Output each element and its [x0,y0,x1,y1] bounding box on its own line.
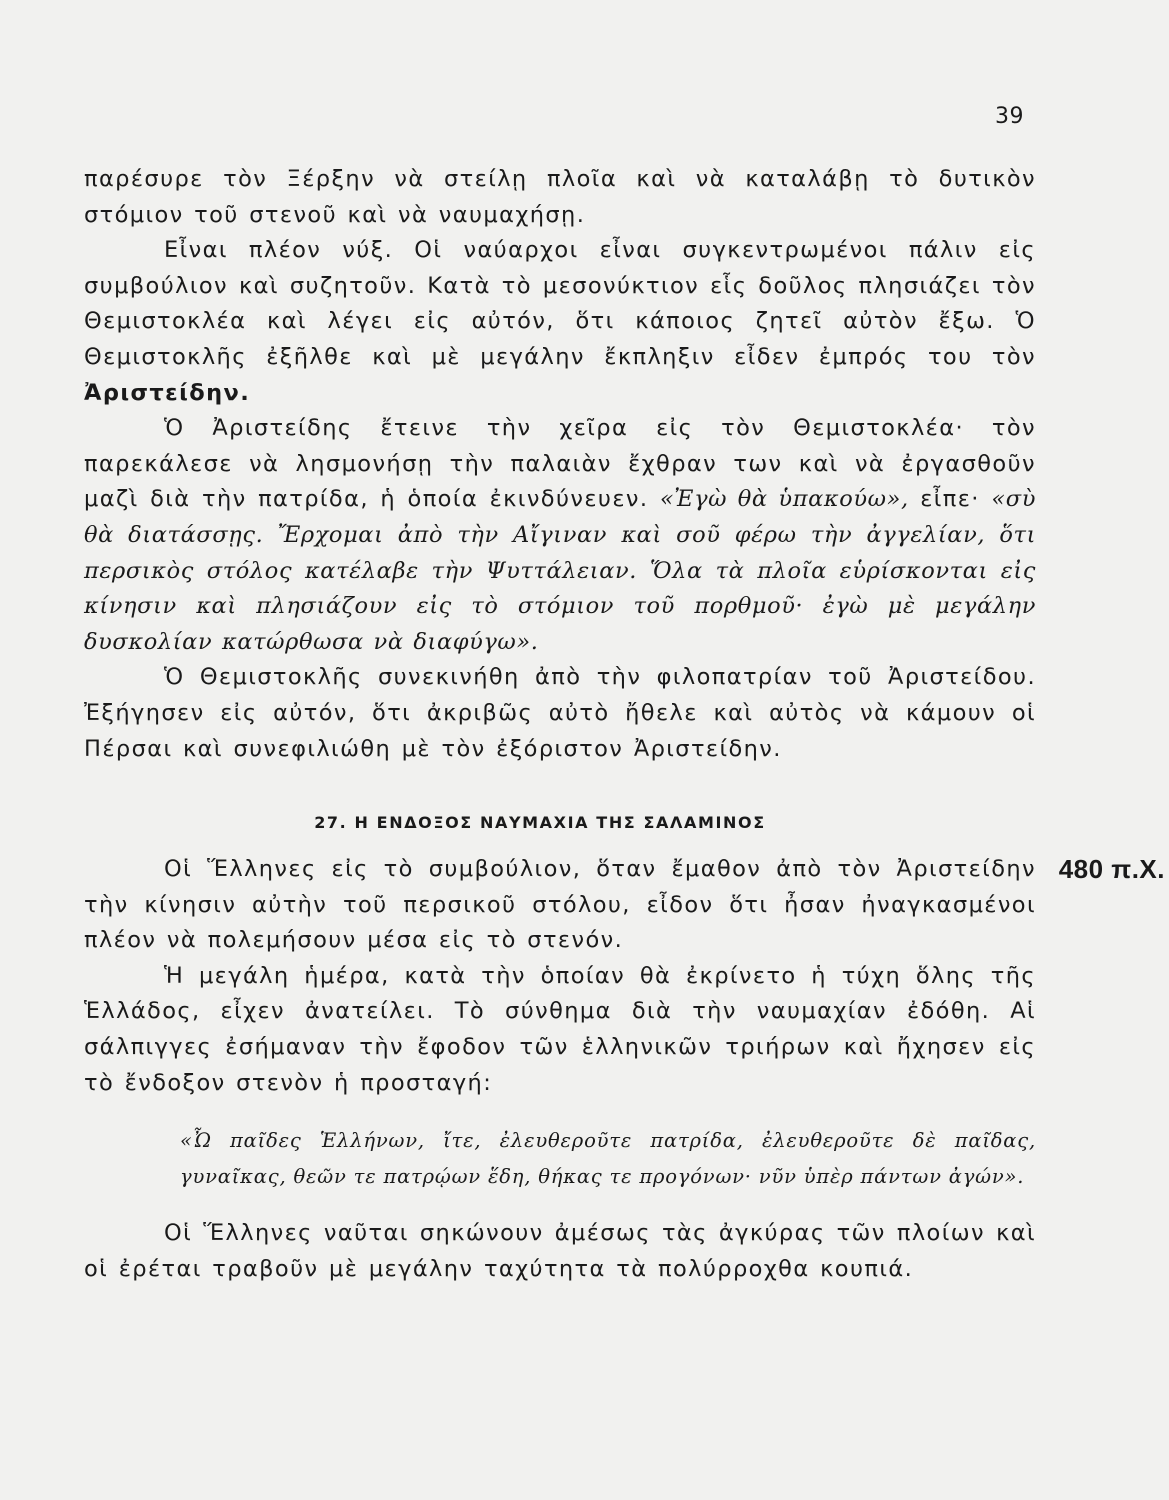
paragraph-3-text-a: Ὁ Ἀριστείδης ἔτεινε τὴν χεῖρα εἰς τὸν Θεμιστοκλέα· τὸν παρεκάλεσε νὰ λησμονήσῃ τὴν παλαιὰν ἔχθραν των καὶ νὰ ἐργασθοῦν μαζὶ διὰ τὴν πατρίδα, ἡ ὁποία ἐκινδύνευεν. [84,415,1036,513]
paragraph-3-quote-b: «σὺ θὰ διατάσσῃς. Ἔρχομαι ἀπὸ τὴν Αἴγιναν καὶ σοῦ φέρω τὴν ἀγγελίαν, ὅτι περσικὸς στόλος κατέλαβε τὴν Ψυττάλειαν. Ὅλα τὰ πλοῖα εὑρίσκονται εἰς κίνησιν καὶ πλησιάζουν εἰς τὸ στόμιον τοῦ πορθμοῦ· ἐγὼ μὲ μεγάλην δυσκολίαν κατώρθωσα νὰ διαφύγω». [84,486,1036,655]
paragraph-4-text: Ὁ Θεμιστοκλῆς συνεκινήθη ἀπὸ τὴν φιλοπατρίαν τοῦ Ἀριστείδου. Ἐξήγησεν εἰς αὐτόν, ὅτι ἀκριβῶς αὐτὸ ἤθελε καὶ αὐτὸς νὰ κάμουν οἱ Πέρσαι καὶ συνεφιλιώθη μὲ τὸν ἐξόριστον Ἀριστείδην. [84,664,1036,762]
paragraph-5 [84,852,1036,959]
body-text-end [84,1216,1036,1287]
body-text-mid [84,852,1036,1101]
paragraph-3-quote-a: «Ἐγὼ θὰ ὑπακούω», [659,486,909,513]
paragraph-4 [84,660,1036,767]
section-heading: 27. Η ΕΝΔΟΞΟΣ ΝΑΥΜΑΧΙΑ ΤΗΣ ΣΑΛΑΜΙΝΟΣ [314,813,766,833]
body-text-top [84,162,1036,767]
paragraph-7-text: Οἱ Ἕλληνες ναῦται σηκώνουν ἀμέσως τὰς ἀγκύρας τῶν πλοίων καὶ οἱ ἐρέται τραβοῦν μὲ μεγάλην ταχύτητα τὰ πολύρροχθα κουπιά. [84,1220,1036,1282]
paragraph-1-text: παρέσυρε τὸν Ξέρξην νὰ στείλῃ πλοῖα καὶ νὰ καταλάβῃ τὸ δυτικὸν στόμιον τοῦ στενοῦ καὶ νὰ ναυμαχήσῃ. [84,166,1036,228]
paragraph-5-text: Οἱ Ἕλληνες εἰς τὸ συμβούλιον, ὅταν ἔμαθον ἀπὸ τὸν Ἀριστείδην τὴν κίνησιν αὐτὴν τοῦ περσικοῦ στόλου, εἶδον ὅτι ἦσαν ἠναγκασμένοι πλέον νὰ πολεμήσουν μέσα εἰς τὸ στενόν. [84,856,1036,954]
page-number: 39 [995,104,1024,129]
page-content [84,162,1036,1287]
paragraph-1 [84,162,1036,233]
paragraph-2-emphasis: Ἀριστείδην. [84,379,251,406]
battle-cry-quote: «Ὦ παῖδες Ἑλλήνων, ἴτε, ἐλευθεροῦτε πατρίδα, ἐλευθεροῦτε δὲ παῖδας, γυναῖκας, θεῶν τε πατρῴων ἕδη, θήκας τε προγόνων· νῦν ὑπὲρ πάντων ἀγών». [180,1129,1036,1188]
paragraph-3 [84,411,1036,660]
margin-date-note: 480 π.Χ. [1058,854,1165,884]
paragraph-3-text-b: εἶπε· [908,486,992,513]
paragraph-2 [84,233,1036,411]
paragraph-6 [84,959,1036,1101]
paragraph-2-text: Εἶναι πλέον νύξ. Οἱ ναύαρχοι εἶναι συγκεντρωμένοι πάλιν εἰς συμβούλιον καὶ συζητοῦν. Κατὰ τὸ μεσονύκτιον εἷς δοῦλος πλησιάζει τὸν Θεμιστοκλέα καὶ λέγει εἰς αὐτόν, ὅτι κάποιος ζητεῖ αὐτὸν ἔξω. Ὁ Θεμιστοκλῆς ἐξῆλθε καὶ μὲ μεγάλην ἔκπληξιν εἶδεν ἐμπρός του τὸν [84,237,1036,370]
paragraph-7 [84,1216,1036,1287]
paragraph-6-text: Ἡ μεγάλη ἡμέρα, κατὰ τὴν ὁποίαν θὰ ἐκρίνετο ἡ τύχη ὅλης τῆς Ἑλλάδος, εἶχεν ἀνατείλει. Τὸ σύνθημα διὰ τὴν ναυμαχίαν ἐδόθη. Αἱ σάλπιγγες ἐσήμαναν τὴν ἔφοδον τῶν ἑλληνικῶν τριήρων καὶ ἤχησεν εἰς τὸ ἔνδοξον στενὸν ἡ προσταγή: [84,962,1036,1096]
